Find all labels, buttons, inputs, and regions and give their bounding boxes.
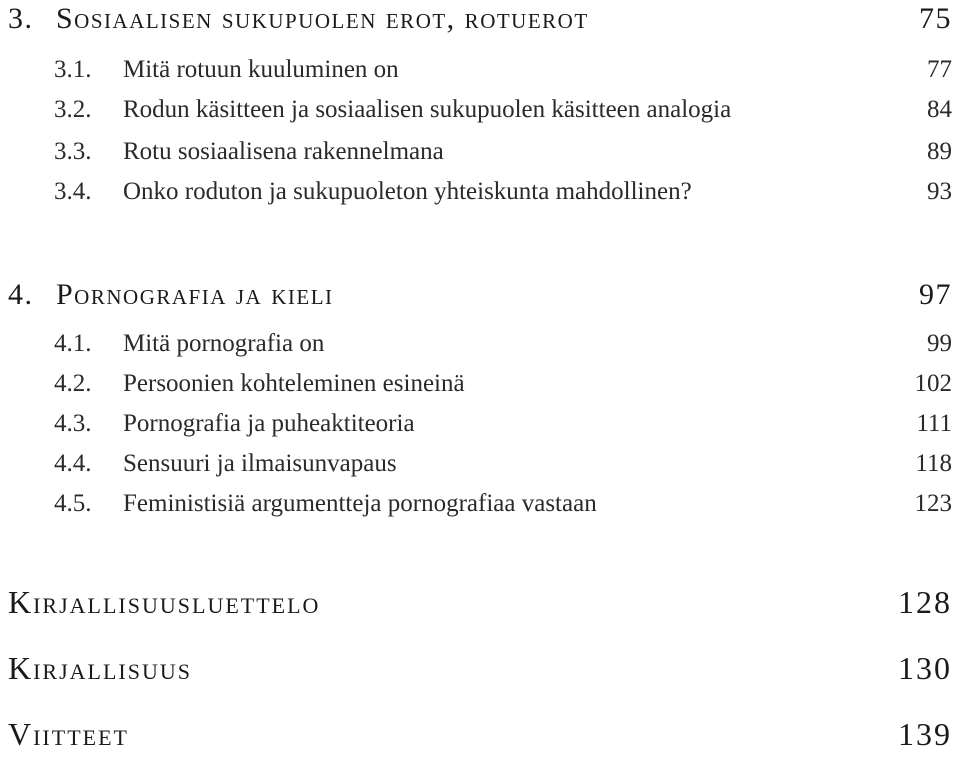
section-title: Rotu sosiaalisena rakennelmana xyxy=(123,138,444,165)
section-page-number: 102 xyxy=(914,370,952,397)
toc-section-4-4[interactable] xyxy=(0,450,952,478)
section-number: 3.4. xyxy=(54,178,92,205)
toc-section-3-3[interactable] xyxy=(0,138,952,166)
section-page-number: 84 xyxy=(927,96,952,123)
section-page-number: 89 xyxy=(927,138,952,165)
toc-section-3-4[interactable] xyxy=(0,178,952,206)
back-matter-page-number: 128 xyxy=(898,584,952,620)
section-title: Persoonien kohteleminen esineinä xyxy=(123,370,465,397)
section-page-number: 99 xyxy=(927,330,952,357)
toc-section-4-2[interactable] xyxy=(0,370,952,398)
chapter-page-number: 97 xyxy=(919,278,952,311)
back-matter-title: Kirjallisuus xyxy=(8,650,193,686)
section-number: 3.3. xyxy=(54,138,92,165)
chapter-number: 3. xyxy=(8,2,34,35)
section-title: Mitä rotuun kuuluminen on xyxy=(123,56,399,83)
section-page-number: 77 xyxy=(927,56,952,83)
section-number: 4.3. xyxy=(54,410,92,437)
section-number: 3.2. xyxy=(54,96,92,123)
section-title: Rodun käsitteen ja sosiaalisen sukupuolen käsitteen analogia xyxy=(123,96,732,123)
toc-chapter-3[interactable] xyxy=(0,2,952,36)
toc-section-4-5[interactable] xyxy=(0,490,952,518)
back-matter-page-number: 130 xyxy=(898,650,952,686)
section-page-number: 118 xyxy=(915,450,952,477)
chapter-title: Pornografia ja kieli xyxy=(56,278,334,311)
toc-section-3-1[interactable] xyxy=(0,56,952,84)
section-page-number: 93 xyxy=(927,178,952,205)
section-title: Pornografia ja puheaktiteoria xyxy=(123,410,415,437)
section-number: 4.4. xyxy=(54,450,92,477)
back-matter-title: Viitteet xyxy=(8,716,129,752)
chapter-number: 4. xyxy=(8,278,34,311)
back-matter-title: Kirjallisuusluettelo xyxy=(8,584,321,620)
toc-section-4-1[interactable] xyxy=(0,330,952,358)
back-matter-page-number: 139 xyxy=(898,716,952,752)
section-number: 4.1. xyxy=(54,330,92,357)
toc-viitteet[interactable] xyxy=(0,716,952,753)
section-number: 4.2. xyxy=(54,370,92,397)
section-page-number: 111 xyxy=(916,410,952,437)
toc-kirjallisuusluettelo[interactable] xyxy=(0,584,952,621)
section-number: 4.5. xyxy=(54,490,92,517)
toc-section-4-3[interactable] xyxy=(0,410,952,438)
section-title: Feministisiä argumentteja pornografiaa vastaan xyxy=(123,490,597,517)
section-title: Sensuuri ja ilmaisunvapaus xyxy=(123,450,397,477)
toc-chapter-4[interactable] xyxy=(0,278,952,312)
section-title: Mitä pornografia on xyxy=(123,330,325,357)
toc-section-3-2[interactable] xyxy=(0,96,952,124)
section-number: 3.1. xyxy=(54,56,92,83)
section-page-number: 123 xyxy=(914,490,952,517)
chapter-page-number: 75 xyxy=(919,2,952,35)
toc-kirjallisuus[interactable] xyxy=(0,650,952,687)
section-title: Onko roduton ja sukupuoleton yhteiskunta mahdollinen? xyxy=(123,178,692,205)
chapter-title: Sosiaalisen sukupuolen erot, rotuerot xyxy=(56,2,589,35)
